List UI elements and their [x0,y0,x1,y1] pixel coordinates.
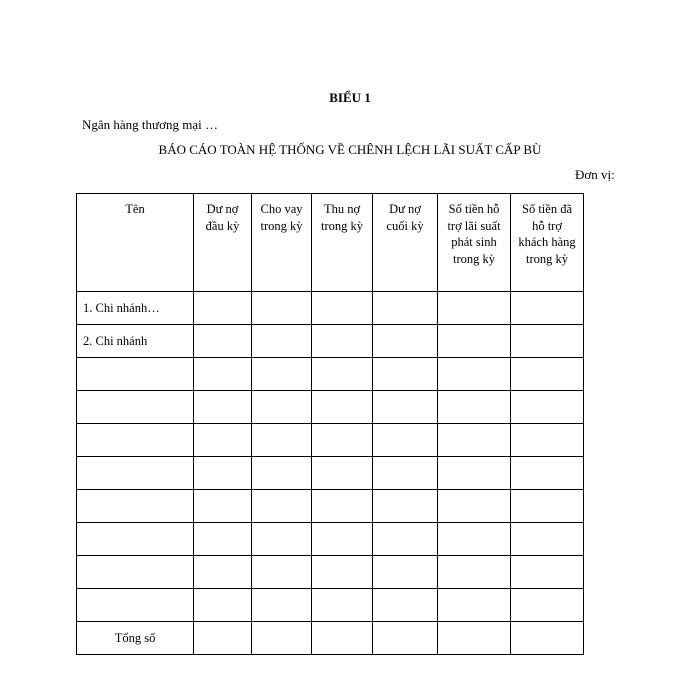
table-cell [312,424,373,457]
table-cell [511,391,584,424]
table-cell [438,325,511,358]
table-row [77,358,584,391]
table-cell [252,325,312,358]
bank-name: Ngân hàng thương mại … [82,117,218,132]
form-number: BIỂU 1 [329,90,371,105]
column-header-closing-balance: Dư nợ cuối kỳ [373,194,438,292]
table-cell [194,457,252,490]
table-cell [252,556,312,589]
table-cell [373,424,438,457]
table-cell [373,622,438,655]
total-row [77,622,584,655]
table-cell [252,292,312,325]
row-label [77,556,194,589]
table-cell [252,358,312,391]
table-cell [194,391,252,424]
table-cell [438,622,511,655]
table-cell [511,358,584,391]
table-cell [511,292,584,325]
table-cell [252,391,312,424]
table-cell [312,358,373,391]
column-header-loans-in-period: Cho vay trong kỳ [252,194,312,292]
row-label [77,490,194,523]
table-cell [438,391,511,424]
table-cell [312,457,373,490]
table-cell [511,523,584,556]
table-cell [312,292,373,325]
table-cell [373,292,438,325]
table-cell [373,325,438,358]
table-cell [312,490,373,523]
table-cell [511,424,584,457]
table-cell [511,325,584,358]
table-cell [194,556,252,589]
table-cell [373,556,438,589]
table-cell [438,358,511,391]
table-cell [312,325,373,358]
unit-label: Đơn vị: [575,167,615,182]
table-cell [373,391,438,424]
table-cell [373,457,438,490]
table-cell [194,490,252,523]
table-header-row [77,194,584,292]
total-label: Tổng số [77,622,194,655]
table-cell [511,457,584,490]
table-cell [511,556,584,589]
table-cell [252,457,312,490]
table-cell [194,523,252,556]
table-cell [373,358,438,391]
table-cell [194,358,252,391]
table-cell [373,490,438,523]
table-row [77,556,584,589]
column-header-opening-balance: Dư nợ đầu kỳ [194,194,252,292]
table-cell [312,589,373,622]
table-cell [194,424,252,457]
column-header-name: Tên [77,194,194,292]
table-cell [438,589,511,622]
row-label [77,358,194,391]
table-row [77,424,584,457]
table-cell [438,424,511,457]
table-cell [194,325,252,358]
row-label [77,391,194,424]
table-cell [511,589,584,622]
table-cell [252,589,312,622]
table-cell [373,523,438,556]
table-cell [252,622,312,655]
column-header-interest-support-arising: Số tiền hỗ trợ lãi suất phát sinh trong kỳ [438,194,511,292]
table-cell [438,556,511,589]
report-title: BÁO CÁO TOÀN HỆ THỐNG VỀ CHÊNH LỆCH LÃI SUẤT CẤP BÙ [158,142,542,157]
table-cell [194,589,252,622]
table-cell [438,523,511,556]
column-header-repayments-in-period: Thu nợ trong kỳ [312,194,373,292]
table-cell [438,490,511,523]
table-cell [252,490,312,523]
row-label [77,424,194,457]
table-cell [312,622,373,655]
table-cell [438,292,511,325]
table-row [77,325,584,358]
row-label [77,523,194,556]
table-row [77,391,584,424]
row-label: 1. Chi nhánh… [77,292,194,325]
table-cell [511,490,584,523]
row-label [77,589,194,622]
table-cell [312,523,373,556]
table-cell [194,622,252,655]
table-cell [511,622,584,655]
table-cell [312,391,373,424]
table-cell [312,556,373,589]
table-cell [252,424,312,457]
table-row [77,523,584,556]
report-table [76,193,584,655]
table-cell [373,589,438,622]
row-label [77,457,194,490]
table-row [77,490,584,523]
table-row [77,589,584,622]
table-cell [438,457,511,490]
table-body [77,292,584,655]
table-row [77,292,584,325]
column-header-support-paid-to-customers: Số tiền đã hỗ trợ khách hàng trong kỳ [511,194,584,292]
table-cell [194,292,252,325]
table-row [77,457,584,490]
table-cell [252,523,312,556]
row-label: 2. Chi nhánh [77,325,194,358]
